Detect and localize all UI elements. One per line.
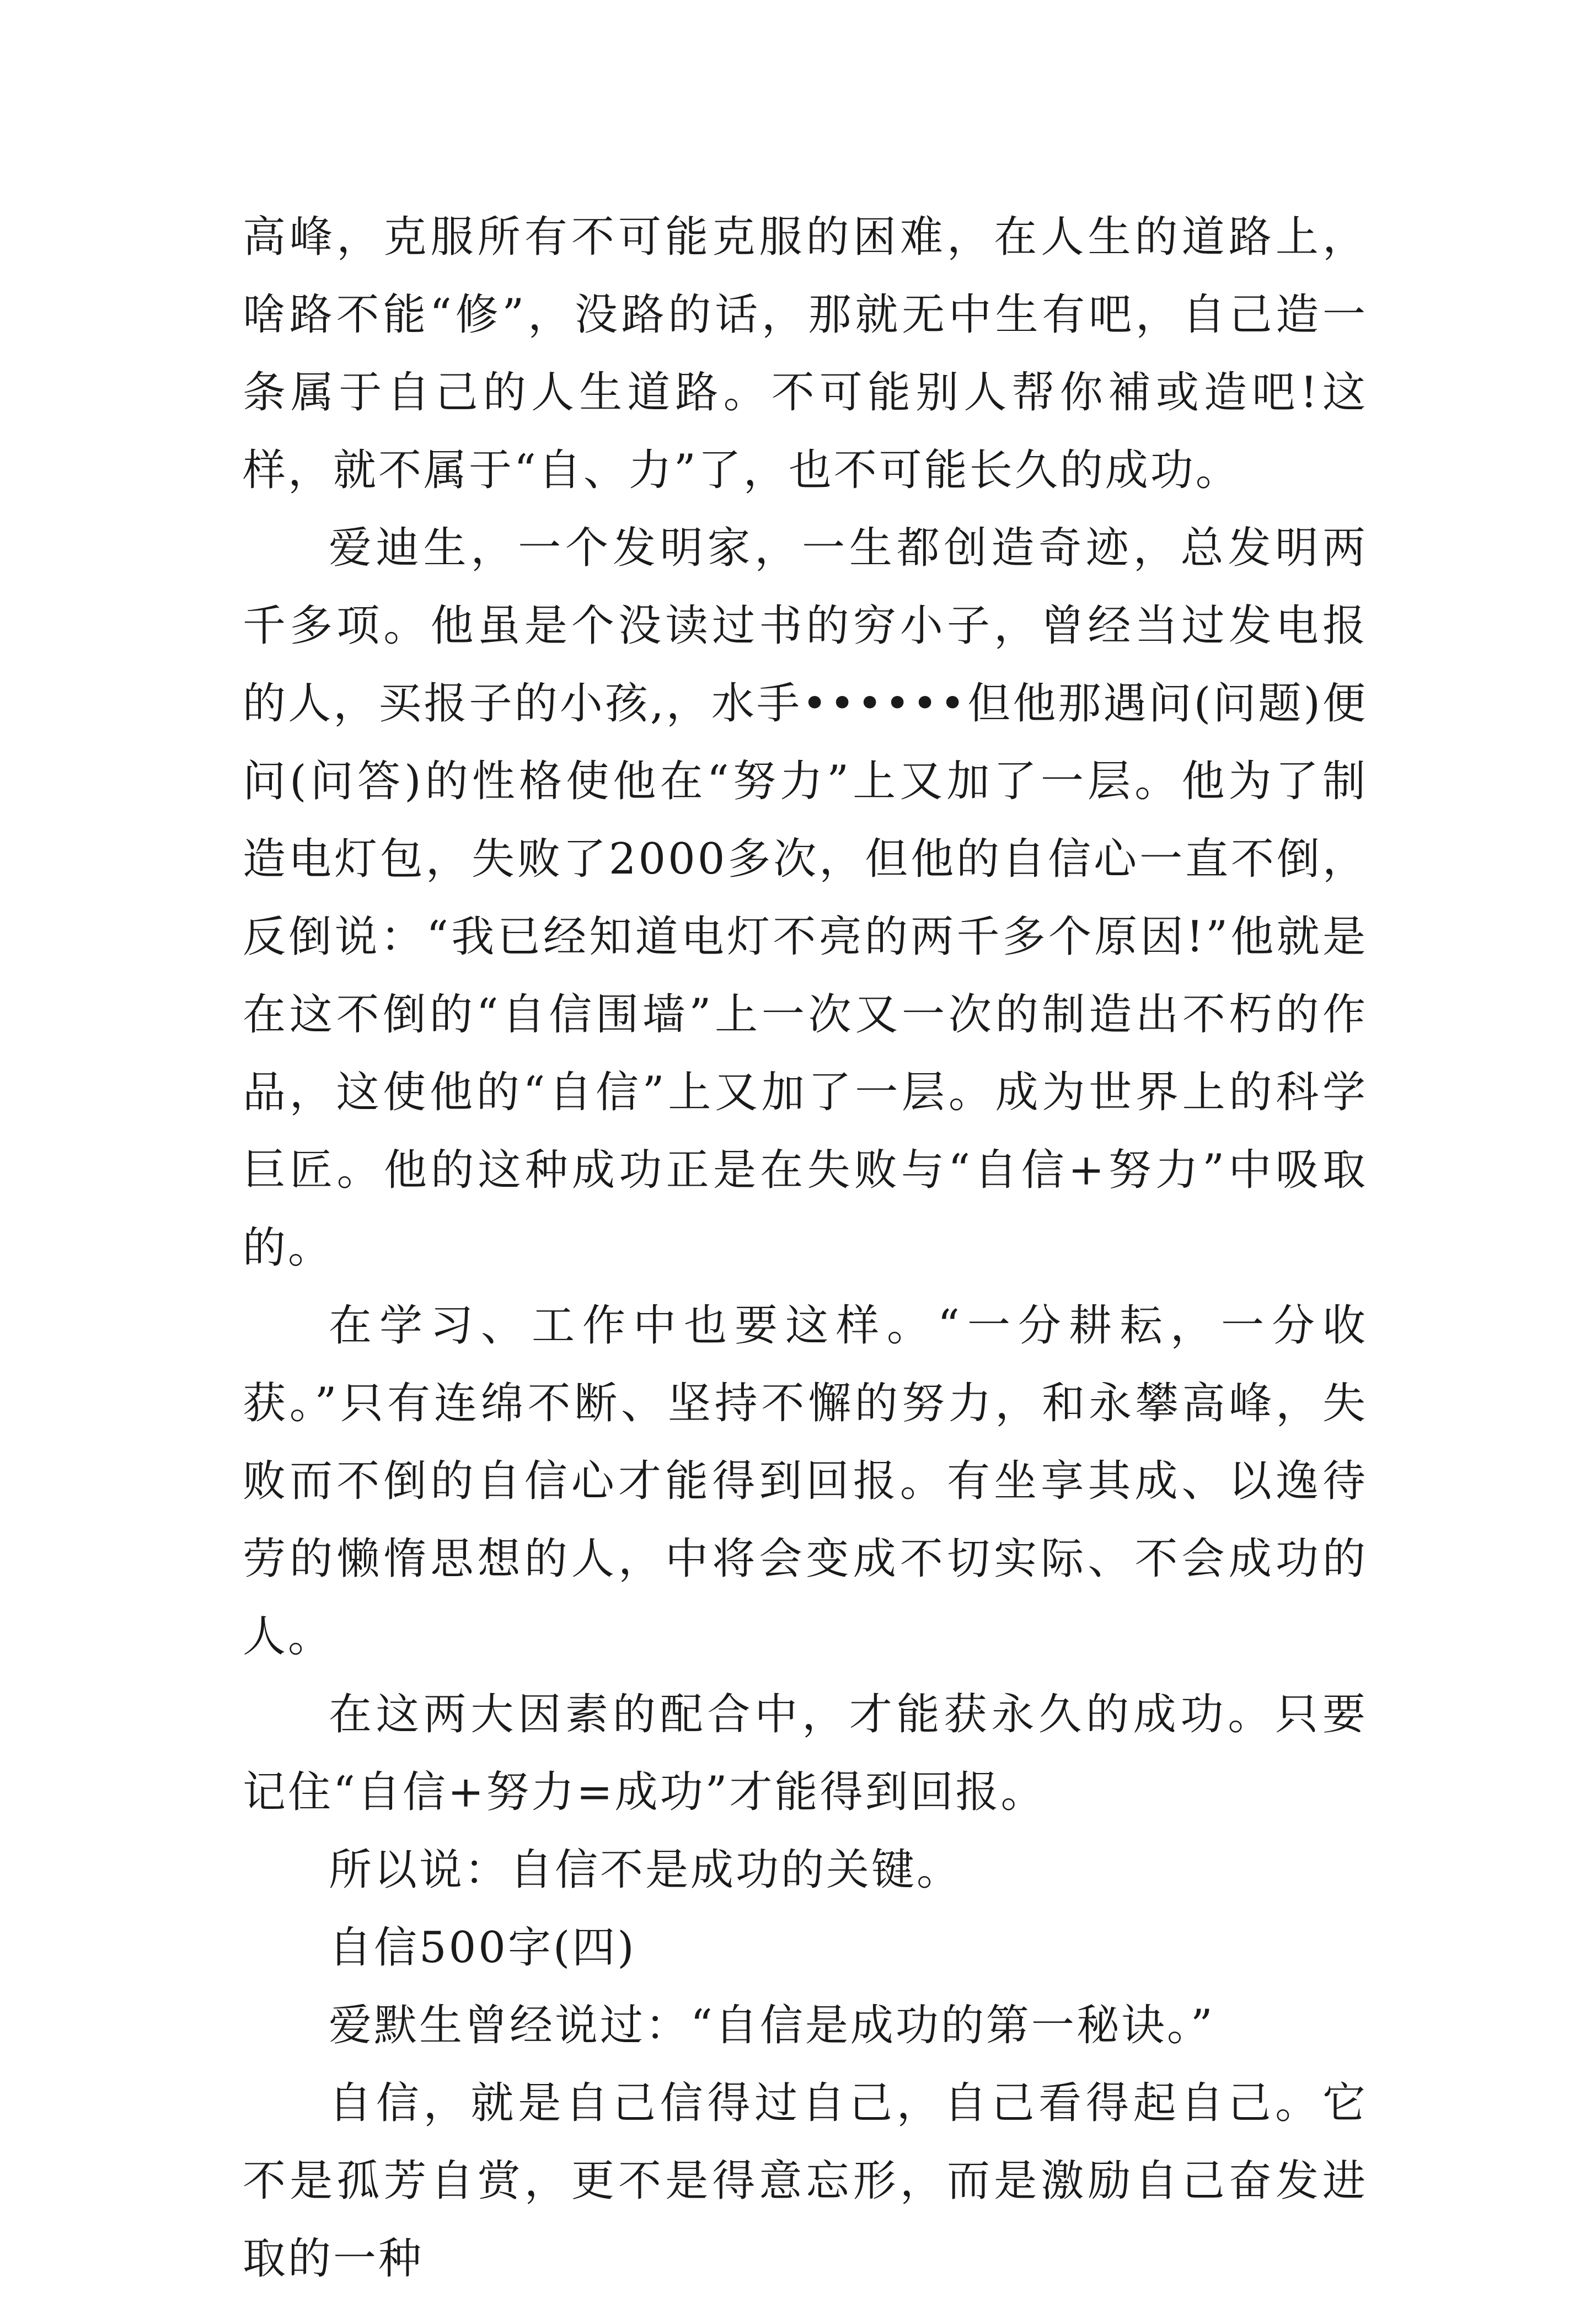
paragraph: 爱迪生，一个发明家，一生都创造奇迹，总发明两千多项。他虽是个没读过书的穷小子，曾经当过发电报的人，买报子的小孩,，水手••••••但他那遇问(问题)便问(问答)的性格使他在“努力”上又加了一层。他为了制造电灯包，失败了2000多次，但他的自信心一直不倒，反倒说：“我已经知道电灯不亮的两千多个原因!”他就是在这不倒的“自信围墙”上一次又一次的制造出不朽的作品，这使他的“自信”上又加了一层。成为世界上的科学巨匠。他的这种成功正是在失败与“自信+努力”中吸取的。 <box>243 523 1368 1273</box>
paragraph: 自信，就是自己信得过自己，自己看得起自己。它不是孤芳自赏，更不是得意忘形，而是激励自己奋发进取的一种 <box>243 2079 1368 2284</box>
section-heading: 自信500字(四) <box>329 1923 636 1973</box>
document-body <box>243 199 1368 2298</box>
paragraph: 在学习、工作中也要这样。“一分耕耘，一分收获。”只有连绵不断、坚持不懈的努力，和永攀高峰，失败而不倒的自信心才能得到回报。有坐享其成、以逸待劳的懒惰思想的人，中将会变成不切实际、不会成功的人。 <box>243 1301 1368 1662</box>
quote-paragraph: 爱默生曾经说过：“自信是成功的第一秘诀。” <box>329 2001 1215 2050</box>
paragraph: 在这两大因素的配合中，才能获永久的成功。只要记住“自信+努力=成功”才能得到回报。 <box>243 1690 1368 1817</box>
paragraph: 高峰，克服所有不可能克服的困难，在人生的道路上，啥路不能“修”，没路的话，那就无中生有吧，自己造一条属于自己的人生道路。不可能别人帮你補或造吧!这样，就不属于“自、力”了，也不可能长久的成功。 <box>243 212 1368 495</box>
paragraph: 所以说：自信不是成功的关键。 <box>329 1845 962 1895</box>
